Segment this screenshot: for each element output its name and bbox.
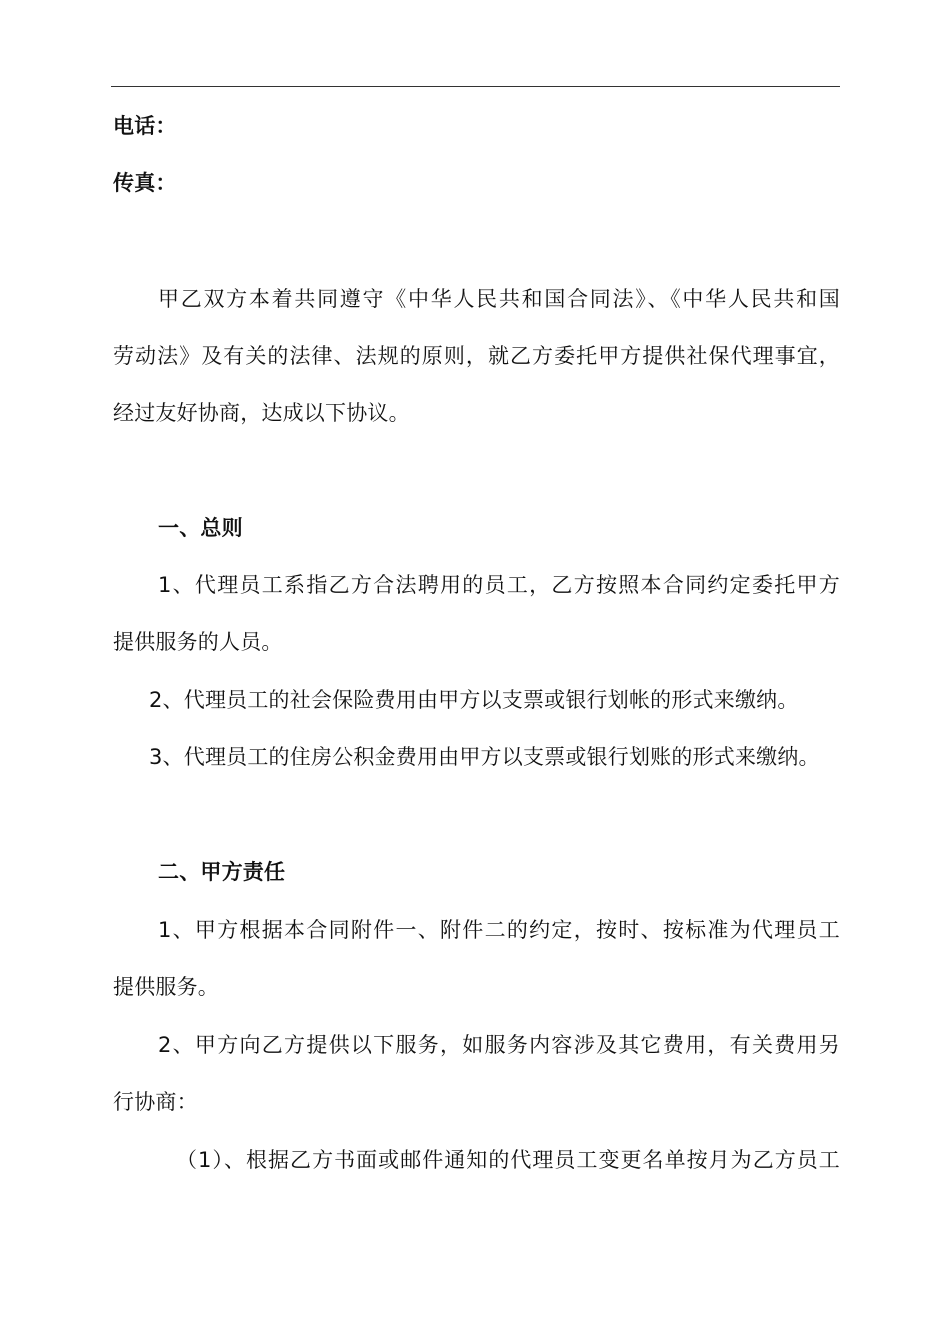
section-2-item-2-line-1: 2、甲方向乙方提供以下服务，如服务内容涉及其它费用，有关费用另	[158, 1033, 840, 1057]
section-2-subitem-1-line-1: （1）、根据乙方书面或邮件通知的代理员工变更名单按月为乙方员工	[176, 1148, 840, 1172]
preamble-line-1: 甲乙双方本着共同遵守《中华人民共和国合同法》、《中华人民共和国	[158, 287, 840, 311]
section-1-item-1-line-2: 提供服务的人员。	[113, 630, 283, 654]
section-2-item-1-line-1: 1、甲方根据本合同附件一、附件二的约定，按时、按标准为代理员工	[158, 918, 840, 942]
preamble-line-3: 经过友好协商，达成以下协议。	[113, 401, 410, 425]
fax-label: 传真：	[113, 171, 177, 195]
phone-label: 电话：	[113, 114, 177, 138]
preamble-line-2: 劳动法》及有关的法律、法规的原则，就乙方委托甲方提供社保代理事宜，	[113, 344, 840, 368]
section-1-item-2: 2、代理员工的社会保险费用由甲方以支票或银行划帐的形式来缴纳。	[149, 688, 799, 712]
section-2-item-1-line-2: 提供服务。	[113, 975, 219, 999]
section-2-title: 二、甲方责任	[158, 860, 286, 884]
section-2-item-2-line-2: 行协商：	[113, 1090, 198, 1114]
section-1-title: 一、总则	[158, 516, 243, 540]
section-1-item-1-line-1: 1、代理员工系指乙方合法聘用的员工，乙方按照本合同约定委托甲方	[158, 573, 840, 597]
section-1-item-3: 3、代理员工的住房公积金费用由甲方以支票或银行划账的形式来缴纳。	[149, 745, 820, 769]
header-rule	[111, 86, 840, 87]
